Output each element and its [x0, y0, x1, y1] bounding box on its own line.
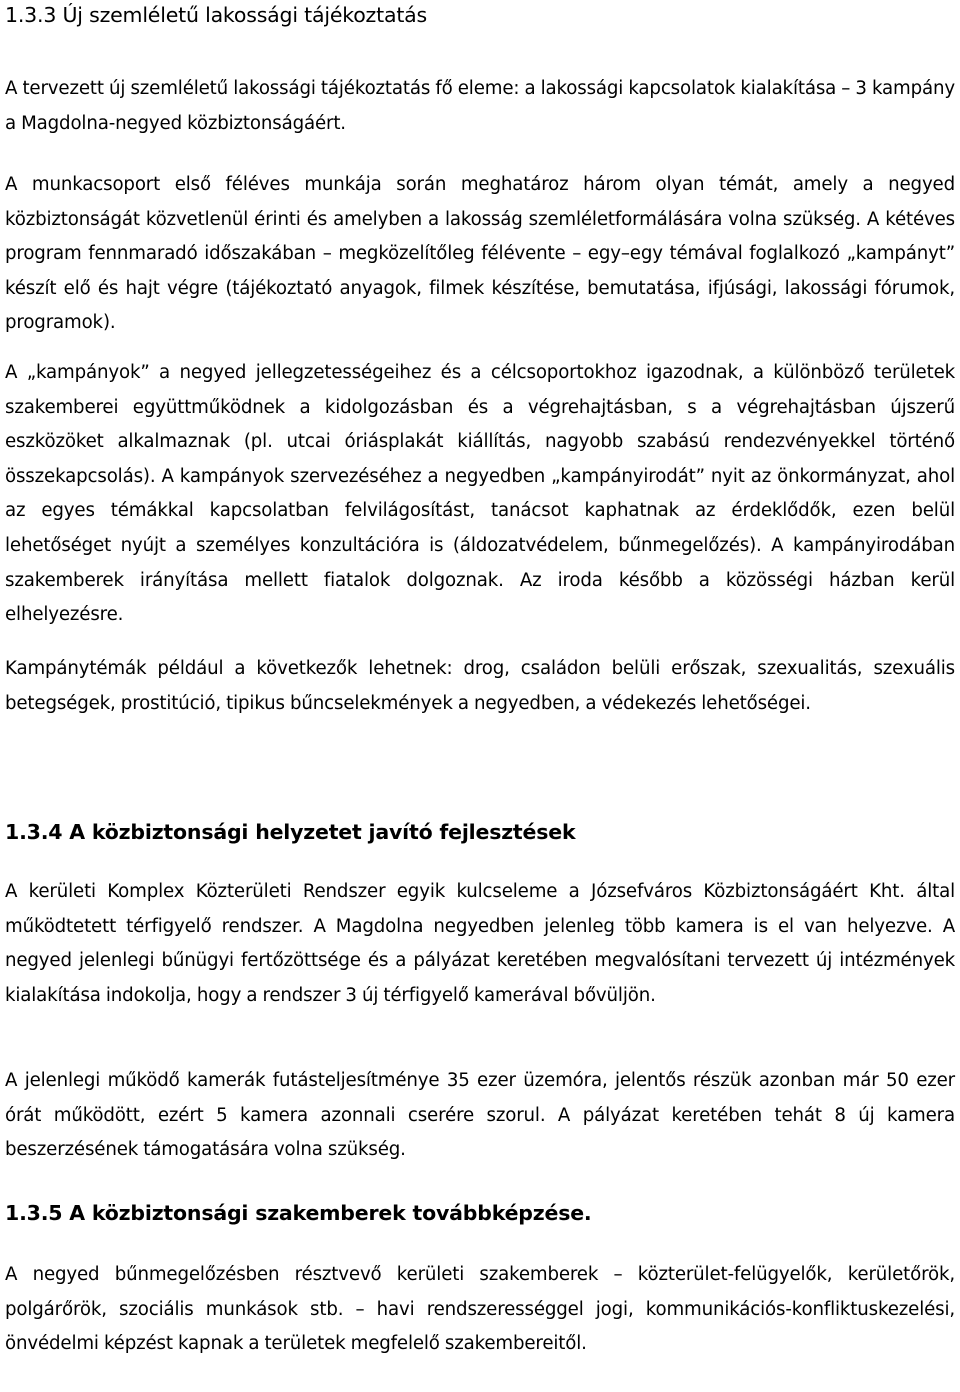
section-heading-1-3-4: 1.3.4 A közbiztonsági helyzetet javító fejlesztések	[5, 820, 576, 844]
paragraph: A munkacsoport első féléves munkája során meghatároz három olyan témát, amely a negyed közbiztonságát közvetlenül érinti és amelyben a lakosság szemléletformálására volna szükség. A kétéves program fennmaradó időszakában – megközelítőleg félévente – egy–egy témával foglalkozó „kampányt” készít elő és hajt végre (tájékoztató anyagok, filmek készítése, bemutatása, ifjúsági, lakossági fórumok, programok).	[5, 174, 955, 334]
paragraph: A negyed bűnmegelőzésben résztvevő kerületi szakemberek – közterület-felügyelők, kerületőrök, polgárőrök, szociális munkások stb. – havi rendszerességgel jogi, kommunikációs-konfliktuskezelési, önvédelmi képzést kapnak a területek megfelelő szakembereitől.	[5, 1264, 955, 1355]
paragraph: A tervezett új szemléletű lakossági tájékoztatás fő eleme: a lakossági kapcsolatok kialakítása – 3 kampány a Magdolna-negyed közbiztonságáért.	[5, 78, 955, 134]
section-heading-1-3-5: 1.3.5 A közbiztonsági szakemberek továbbképzése.	[5, 1201, 592, 1225]
paragraph: A jelenlegi működő kamerák futásteljesítménye 35 ezer üzemóra, jelentős részük azonban már 50 ezer órát működött, ezért 5 kamera azonnali cserére szorul. A pályázat keretében tehát 8 új kamera beszerzésének támogatására volna szükség.	[5, 1070, 955, 1161]
paragraph: Kampánytémák például a következők lehetnek: drog, családon belüli erőszak, szexualitás, szexuális betegségek, prostitúció, tipikus bűncselekmények a negyedben, a védekezés lehetőségei.	[5, 658, 955, 714]
section-heading-1-3-3: 1.3.3 Új szemléletű lakossági tájékoztatás	[5, 3, 428, 27]
paragraph: A „kampányok” a negyed jellegzetességeihez és a célcsoportokhoz igazodnak, a különböző területek szakemberei együttműködnek a kidolgozásban és a végrehajtásban, s a végrehajtásban újszerű eszközöket alkalmaznak (pl. utcai óriásplakát kiállítás, nagyobb szabású rendezvényekkel történő összekapcsolás). A kampányok szervezéséhez a negyedben „kampányirodát” nyit az önkormányzat, ahol az egyes témákkal kapcsolatban felvilágosítást, tanácsot kaphatnak az érdeklődők, ezen belül lehetőséget nyújt a személyes konzultációra is (áldozatvédelem, bűnmegelőzés). A kampányirodában szakemberek irányítása mellett fiatalok dolgoznak. Az iroda később a közösségi házban kerül elhelyezésre.	[5, 362, 955, 626]
paragraph: A kerületi Komplex Közterületi Rendszer egyik kulcseleme a Józsefváros Közbiztonságáért Kht. által működtetett térfigyelő rendszer. A Magdolna negyedben jelenleg több kamera is el van helyezve. A negyed jelenlegi bűnügyi fertőzöttsége és a pályázat keretében megvalósítani tervezett új intézmények kialakítása indokolja, hogy a rendszer 3 új térfigyelő kamerával bővüljön.	[5, 881, 955, 1006]
